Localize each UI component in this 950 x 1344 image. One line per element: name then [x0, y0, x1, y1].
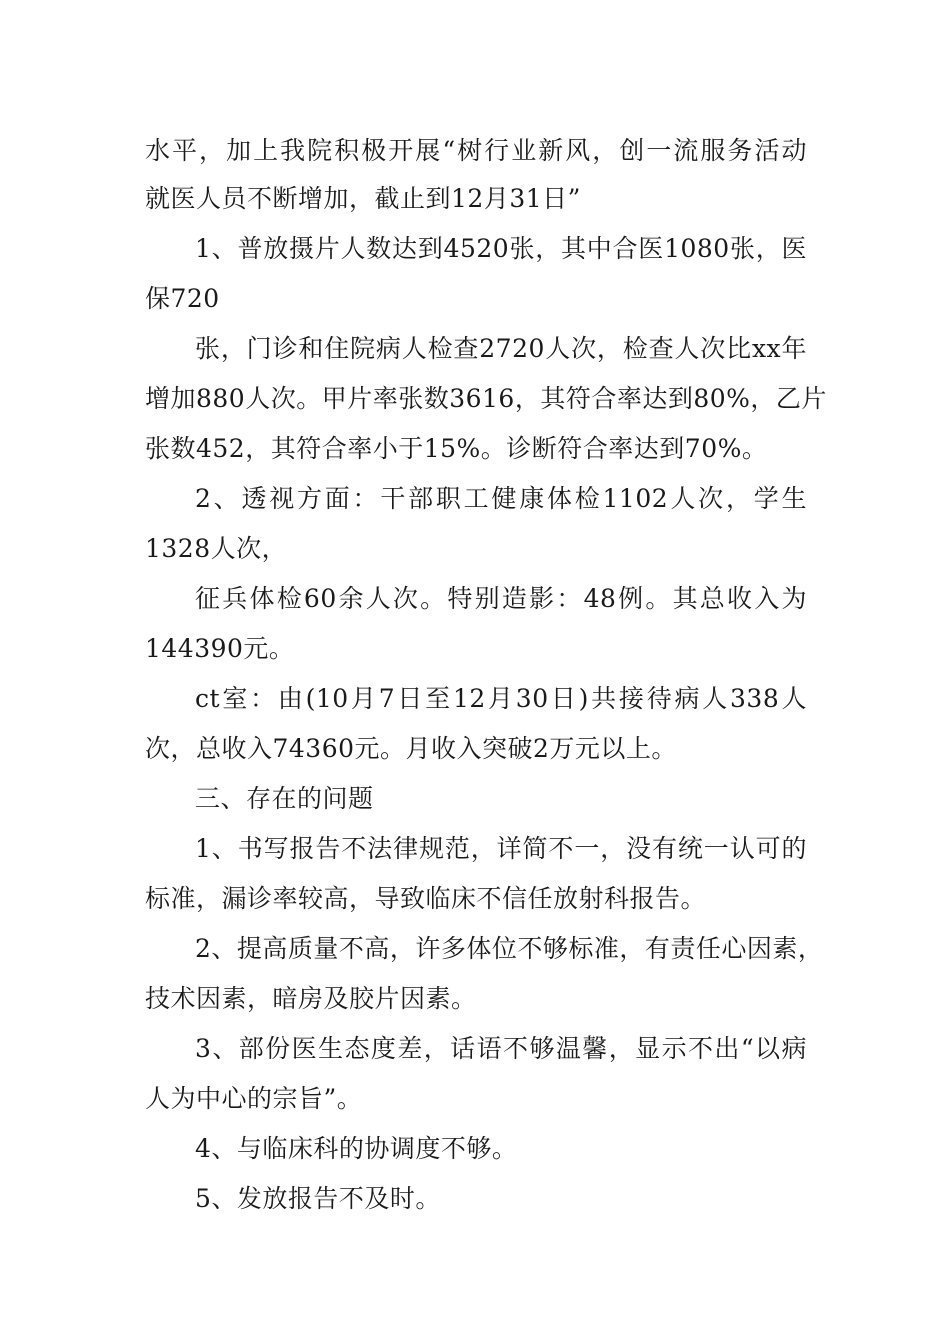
- text-line: 就医人员不断增加，截止到12月31日”: [145, 184, 581, 213]
- text-line: 征兵体检60余人次。特别造影：48例。其总收入为: [195, 584, 807, 613]
- section-heading: 三、存在的问题: [195, 784, 374, 813]
- text-line: 1328人次，: [145, 534, 288, 563]
- text-line: 5、发放报告不及时。: [195, 1184, 441, 1213]
- text-line: ct室：由(10月7日至12月30日)共接待病人338人: [195, 684, 807, 713]
- text-line: 标准，漏诊率较高，导致临床不信任放射科报告。: [145, 884, 707, 913]
- text-line: 保720: [145, 284, 220, 313]
- text-line: 2、提高质量不高，许多体位不够标准，有责任心因素，: [195, 934, 824, 963]
- text-line: 144390元。: [145, 634, 295, 663]
- text-line: 水平，加上我院积极开展“树行业新风，创一流服务活动: [145, 136, 807, 165]
- text-line: 2、透视方面：干部职工健康体检1102人次，学生: [195, 484, 807, 513]
- text-line: 3、部份医生态度差，话语不够温馨，显示不出“以病: [195, 1034, 807, 1063]
- text-line: 张，门诊和住院病人检查2720人次，检查人次比xx年: [195, 334, 807, 363]
- text-line: 张数452，其符合率小于15%。诊断符合率达到70%。: [145, 434, 768, 463]
- text-line: 1、普放摄片人数达到4520张，其中合医1080张，医: [195, 234, 807, 263]
- text-line: 人为中心的宗旨”。: [145, 1084, 363, 1113]
- text-line: 次，总收入74360元。月收入突破2万元以上。: [145, 734, 677, 763]
- text-line: 技术因素，暗房及胶片因素。: [145, 984, 477, 1013]
- text-line: 增加880人次。甲片率张数3616，其符合率达到80%，乙片: [145, 384, 827, 413]
- text-line: 1、书写报告不法律规范，详简不一，没有统一认可的: [195, 834, 807, 863]
- text-line: 4、与临床科的协调度不够。: [195, 1134, 518, 1163]
